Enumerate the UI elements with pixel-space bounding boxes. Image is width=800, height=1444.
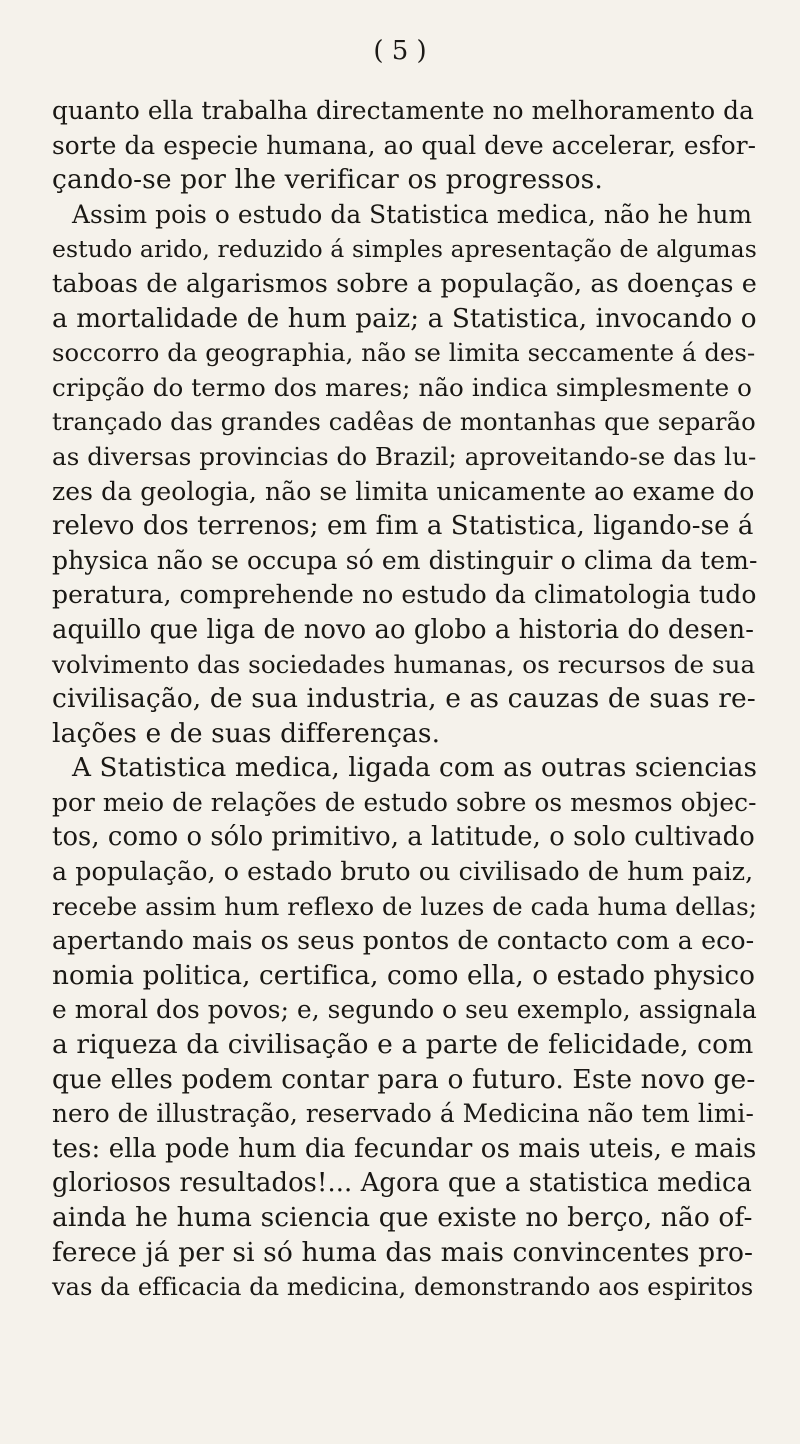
text-line: recebe assim hum reflexo de luzes de cada huma dellas;	[52, 891, 758, 921]
text-line: soccorro da geographia, não se limita seccamente á des-	[52, 338, 756, 368]
text-line: trançado das grandes cadêas de montanhas que separão	[52, 407, 756, 437]
text-line: lações e de suas differenças.	[52, 717, 441, 749]
text-line: volvimento das sociedades humanas, os recursos de sua	[52, 649, 756, 679]
text-line: peratura, comprehende no estudo da climatologia tudo	[52, 580, 757, 610]
text-line: gloriosos resultados!... Agora que a statistica medica	[52, 1168, 752, 1199]
body-text	[52, 94, 758, 1305]
text-line: taboas de algarismos sobre a população, as doenças e	[52, 268, 757, 299]
text-line: sorte da especie humana, ao qual deve accelerar, esfor-	[52, 130, 757, 160]
text-line: a riqueza da civilisação e a parte de felicidade, com	[52, 1029, 754, 1061]
text-line: physica não se occupa só em distinguir o clima da tem-	[52, 545, 758, 575]
text-line: Assim pois o estudo da Statistica medica, não he hum	[72, 199, 753, 229]
text-line: zes da geologia, não se limita unicamente ao exame do	[52, 476, 755, 506]
text-line: nero de illustração, reservado á Medicina não tem limi-	[52, 1099, 754, 1129]
page-number: ( 5 )	[373, 36, 427, 66]
text-line: nomia politica, certifica, como ella, o estado physico	[52, 960, 756, 991]
text-line: tes: ella pode hum dia fecundar os mais uteis, e mais	[52, 1133, 757, 1164]
text-line: A Statistica medica, ligada com as outras sciencias	[72, 753, 758, 784]
text-line: apertando mais os seus pontos de contacto com a eco-	[52, 926, 755, 956]
text-line: estudo arido, reduzido á simples apresentação de algumas	[52, 235, 757, 264]
text-line: çando-se por lhe verificar os progressos.	[52, 164, 603, 196]
text-line: vas da efficacia da medicina, demonstrando aos espiritos	[52, 1273, 754, 1302]
text-line: por meio de relações de estudo sobre os mesmos objec-	[52, 787, 757, 817]
text-line: relevo dos terrenos; em fim a Statistica, ligando-se á	[52, 511, 754, 542]
text-line: cripção do termo dos mares; não indica simplesmente o	[52, 372, 752, 402]
text-line: aquillo que liga de novo ao globo a historia do desen-	[52, 614, 754, 645]
text-line: civilisação, de sua industria, e as cauzas de suas re-	[52, 683, 756, 715]
text-line: a população, o estado bruto ou civilisado de hum paiz,	[52, 857, 754, 887]
text-line: ainda he huma sciencia que existe no berço, não of-	[52, 1202, 753, 1233]
text-line: a mortalidade de hum paiz; a Statistica, invocando o	[52, 303, 757, 334]
text-line: que elles podem contar para o futuro. Este novo ge-	[52, 1063, 756, 1095]
text-line: tos, como o sólo primitivo, a latitude, o solo cultivado	[52, 822, 755, 853]
text-line: as diversas provincias do Brazil; aproveitando-se das lu-	[52, 441, 757, 471]
text-line: e moral dos povos; e, segundo o seu exemplo, assignala	[52, 995, 757, 1025]
text-line: ferece já per si só huma das mais convincentes pro-	[52, 1236, 754, 1268]
text-line: quanto ella trabalha directamente no melhoramento da	[52, 96, 754, 125]
